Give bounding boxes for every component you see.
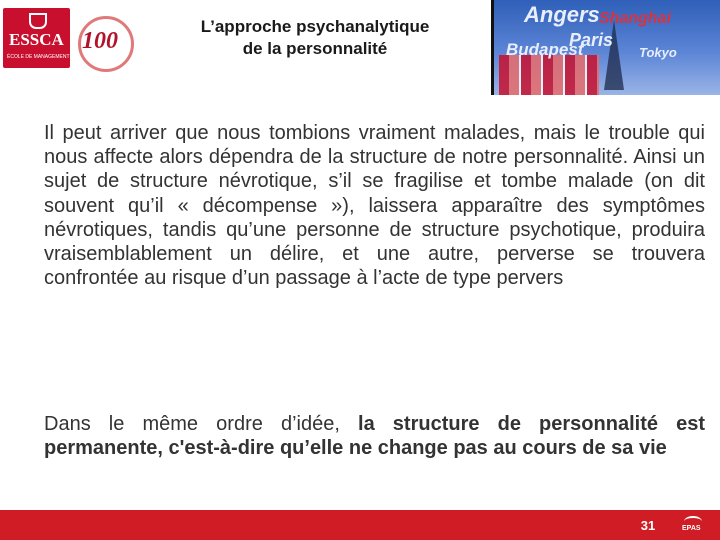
banner-city: Tokyo <box>639 45 677 60</box>
slide-footer <box>0 510 720 540</box>
anniversary-logo-text: 100 <box>82 28 118 54</box>
banner-city: Budapest <box>506 40 584 59</box>
essca-logo-text: ESSCA <box>9 30 64 49</box>
essca-logo <box>3 8 70 68</box>
banner-city: Shanghai <box>599 10 672 27</box>
slide-title-line2: de la personnalité <box>242 39 388 58</box>
banner-city: Angers <box>524 2 600 27</box>
epas-logo <box>672 512 716 538</box>
anniversary-logo <box>74 6 136 72</box>
banner-city: Paris <box>569 30 614 50</box>
cities-banner-image <box>491 0 720 95</box>
banner-flags-icon <box>499 55 599 95</box>
page-number: 31 <box>640 518 656 533</box>
paragraph-2-emphasis: la structure de personnalité est permanente, c'est-à-dire qu’elle ne change pas au cours de sa vie <box>44 413 705 460</box>
slide-title <box>140 16 490 60</box>
paragraph-2-intro: Dans le même ordre d’idée, <box>44 413 359 435</box>
essca-crest-icon <box>29 13 47 29</box>
essca-logo-subtitle: ÉCOLE DE MANAGEMENT <box>7 54 70 60</box>
slide-title-line1: L’approche psychanalytique <box>200 17 430 36</box>
body-paragraph-2 <box>44 412 705 460</box>
slide-header <box>0 0 720 95</box>
body-paragraph-1: Il peut arriver que nous tombions vraiment malades, mais le trouble qui nous affecte alors dépendra de la structure de notre personnalité. Ainsi un sujet de structure névrotique, s’il se fragilise et tombe malade (on dit souvent qu’il « décompense »), laissera apparaître des symptômes névrotiques, tandis qu’une personne de structure psychotique, produira vraisemblablement un délire, et une autre, perverse se trouvera confrontée au risque d’un passage à l’acte de type pervers <box>44 122 705 290</box>
epas-logo-text: EPAS <box>682 525 701 532</box>
slide-body <box>44 121 705 290</box>
